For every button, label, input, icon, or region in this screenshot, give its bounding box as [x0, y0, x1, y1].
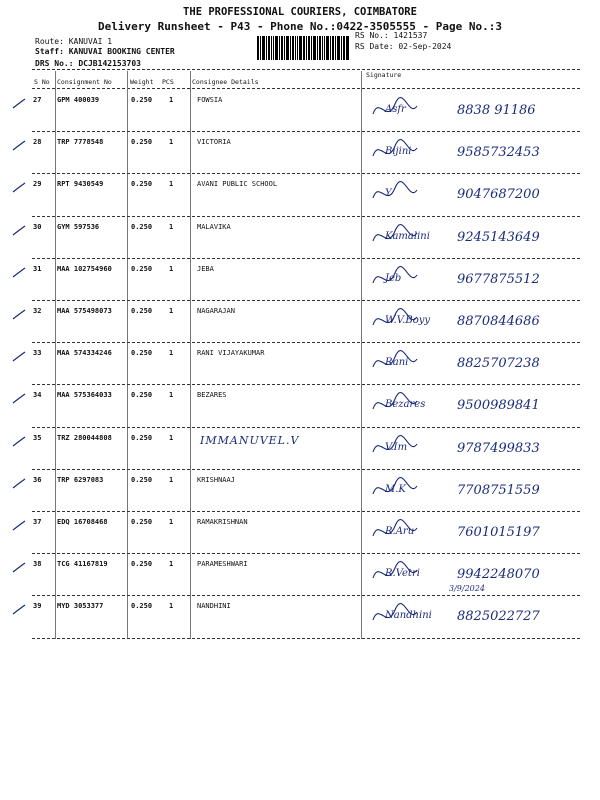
drs-label: DRS No.:: [35, 59, 74, 68]
signature-name: Kamalini: [385, 230, 430, 242]
pcs-cell: 1: [169, 560, 174, 569]
signature-name: Bijini: [385, 146, 412, 158]
weight-cell: 0.250: [131, 307, 153, 315]
consignment-cell: MAA 102754960: [57, 264, 112, 273]
weight-cell: 0.250: [131, 433, 153, 442]
signature-name: M.K: [385, 483, 406, 495]
header-rule-top: [32, 69, 580, 70]
signature-name: V.Im: [385, 441, 408, 453]
rs-no-line: [355, 31, 427, 40]
drs-value: DCJB142153703: [78, 59, 141, 68]
sno-cell: 38: [33, 560, 42, 569]
runsheet-subtitle: Delivery Runsheet - P43 - Phone No.:0422-3505555 - Page No.:3: [98, 20, 502, 33]
staff-line: [35, 47, 175, 56]
signature-phone: 8825707238: [457, 356, 540, 372]
tick-mark-icon: [12, 309, 26, 321]
signature-name: Rani: [385, 357, 409, 369]
sno-cell: 37: [33, 518, 42, 526]
weight-cell: 0.250: [131, 602, 153, 611]
route-value: KANUVAI 1: [68, 37, 113, 46]
consignee-cell: RAMAKRISHNAN: [197, 518, 248, 526]
sno-cell: 35: [33, 433, 42, 442]
sno-cell: 32: [33, 307, 42, 315]
col-header-pcs: PCS: [162, 78, 174, 86]
signature-date: 3/9/2024: [449, 584, 485, 594]
col-header-consignee: Consignee Details: [192, 78, 259, 86]
signature-phone: 9047687200: [457, 187, 540, 203]
consignee-cell: PARAMESHWARI: [197, 560, 248, 569]
consignment-cell: MAA 574334246: [57, 349, 112, 358]
weight-cell: 0.250: [131, 264, 153, 273]
consignee-cell: KRISHNAAJ: [197, 475, 235, 484]
consignment-cell: RPT 9430549: [57, 180, 104, 189]
pcs-cell: 1: [169, 180, 174, 189]
rs-no-label: RS No.:: [355, 31, 389, 40]
consignment-cell: GYM 597536: [57, 222, 100, 231]
consignee-cell: MALAVIKA: [197, 222, 231, 231]
consignee-cell: NAGARAJAN: [197, 307, 235, 315]
signature-name: R.Aru: [385, 526, 415, 537]
signature-phone: 7708751559: [457, 482, 540, 498]
sno-cell: 33: [33, 349, 42, 358]
pcs-cell: 1: [169, 96, 174, 104]
company-title: THE PROFESSIONAL COURIERS, COIMBATORE: [183, 6, 417, 18]
sno-cell: 31: [33, 264, 42, 273]
row-separator: [32, 638, 580, 639]
consignment-cell: MAA 575364033: [57, 391, 112, 400]
sno-cell: 27: [33, 96, 42, 104]
weight-cell: 0.250: [131, 138, 153, 147]
signature-phone: 8870844686: [457, 314, 540, 329]
pcs-cell: 1: [169, 222, 174, 231]
consignment-cell: TRP 7778548: [57, 138, 104, 147]
signature-phone: 7601015197: [457, 525, 540, 540]
signature-phone: 8825022727: [457, 609, 540, 625]
consignee-cell: RANI VIJAYAKUMAR: [197, 349, 265, 358]
weight-cell: 0.250: [131, 560, 153, 569]
tick-mark-icon: [12, 393, 26, 405]
consignee-cell: VICTORIA: [197, 138, 231, 147]
weight-cell: 0.250: [131, 391, 153, 400]
signature-phone: 9942248070: [457, 567, 540, 583]
signature-phone: 9787499833: [457, 440, 540, 456]
col-header-consignment: Consignment No: [57, 78, 112, 86]
tick-mark-icon: [12, 182, 26, 194]
rs-date-line: [355, 42, 451, 51]
rs-no-value: 1421537: [393, 31, 428, 40]
pcs-cell: 1: [169, 518, 174, 526]
pcs-cell: 1: [169, 433, 174, 442]
signature-phone: 9245143649: [457, 229, 540, 245]
weight-cell: 0.250: [131, 475, 153, 484]
col-header-weight: Weight: [130, 78, 154, 86]
consignment-cell: GPM 400039: [57, 96, 100, 104]
col-header-sno: S No: [34, 78, 50, 86]
signature-phone: 9677875512: [457, 271, 540, 287]
sno-cell: 34: [33, 391, 42, 400]
signature-name: Bezares: [385, 399, 426, 411]
tick-mark-icon: [12, 604, 26, 616]
sno-cell: 29: [33, 180, 42, 189]
route-label: Route:: [35, 37, 64, 46]
tick-mark-icon: [12, 140, 26, 152]
tick-mark-icon: [12, 267, 26, 279]
tick-mark-icon: [12, 562, 26, 574]
signature-phone: 9585732453: [457, 145, 540, 161]
weight-cell: 0.250: [131, 518, 153, 526]
pcs-cell: 1: [169, 138, 174, 147]
drs-line: [35, 59, 141, 68]
sno-cell: 39: [33, 602, 42, 611]
weight-cell: 0.250: [131, 180, 153, 189]
pcs-cell: 1: [169, 349, 174, 358]
consignment-cell: MYD 3053377: [57, 602, 104, 611]
staff-value: KANUVAI BOOKING CENTER: [68, 47, 175, 56]
tick-mark-icon: [12, 520, 26, 532]
rs-date-label: RS Date:: [355, 42, 394, 51]
staff-label: Staff:: [35, 47, 64, 56]
consignee-cell: IMMANUVEL.V: [200, 433, 300, 447]
signature-name: Jeb: [385, 272, 402, 284]
tick-mark-icon: [12, 98, 26, 110]
signature-name: Nandhini: [385, 610, 432, 622]
signature-phone: 9500989841: [457, 398, 540, 414]
consignee-cell: NANDHINI: [197, 602, 231, 611]
rs-date-value: 02-Sep-2024: [398, 42, 452, 51]
col-header-signature: Signature: [366, 71, 402, 79]
consignee-cell: BEZARES: [197, 391, 227, 400]
consignee-cell: AVANI PUBLIC SCHOOL: [197, 180, 278, 189]
consignment-cell: TRP 6297083: [57, 475, 104, 484]
sno-cell: 36: [33, 475, 42, 484]
signature-name: R.Vetri: [385, 568, 420, 580]
consignment-cell: EDQ 16708468: [57, 518, 108, 526]
signature-name: Y: [385, 188, 392, 200]
route-line: [35, 37, 112, 46]
sno-cell: 30: [33, 222, 42, 231]
signature-phone: 8838 91186: [457, 103, 536, 118]
tick-mark-icon: [12, 225, 26, 237]
pcs-cell: 1: [169, 391, 174, 400]
tick-mark-icon: [12, 478, 26, 490]
consignment-cell: TCG 41167819: [57, 560, 108, 569]
table-row: [0, 598, 600, 640]
sno-cell: 28: [33, 138, 42, 147]
pcs-cell: 1: [169, 602, 174, 611]
tick-mark-icon: [12, 436, 26, 448]
weight-cell: 0.250: [131, 222, 153, 231]
pcs-cell: 1: [169, 475, 174, 484]
weight-cell: 0.250: [131, 349, 153, 358]
consignment-cell: TRZ 280044808: [57, 433, 112, 442]
pcs-cell: 1: [169, 307, 174, 315]
consignee-cell: FOWSIA: [197, 96, 223, 104]
pcs-cell: 1: [169, 264, 174, 273]
signature-image: [365, 580, 590, 636]
tick-mark-icon: [12, 351, 26, 363]
consignment-cell: MAA 575498073: [57, 307, 112, 315]
weight-cell: 0.250: [131, 96, 153, 104]
signature-name: Asfr: [385, 104, 406, 115]
consignee-cell: JEBA: [197, 264, 214, 273]
signature-name: W.V.Boyy: [385, 315, 431, 326]
barcode-image: [257, 36, 349, 60]
